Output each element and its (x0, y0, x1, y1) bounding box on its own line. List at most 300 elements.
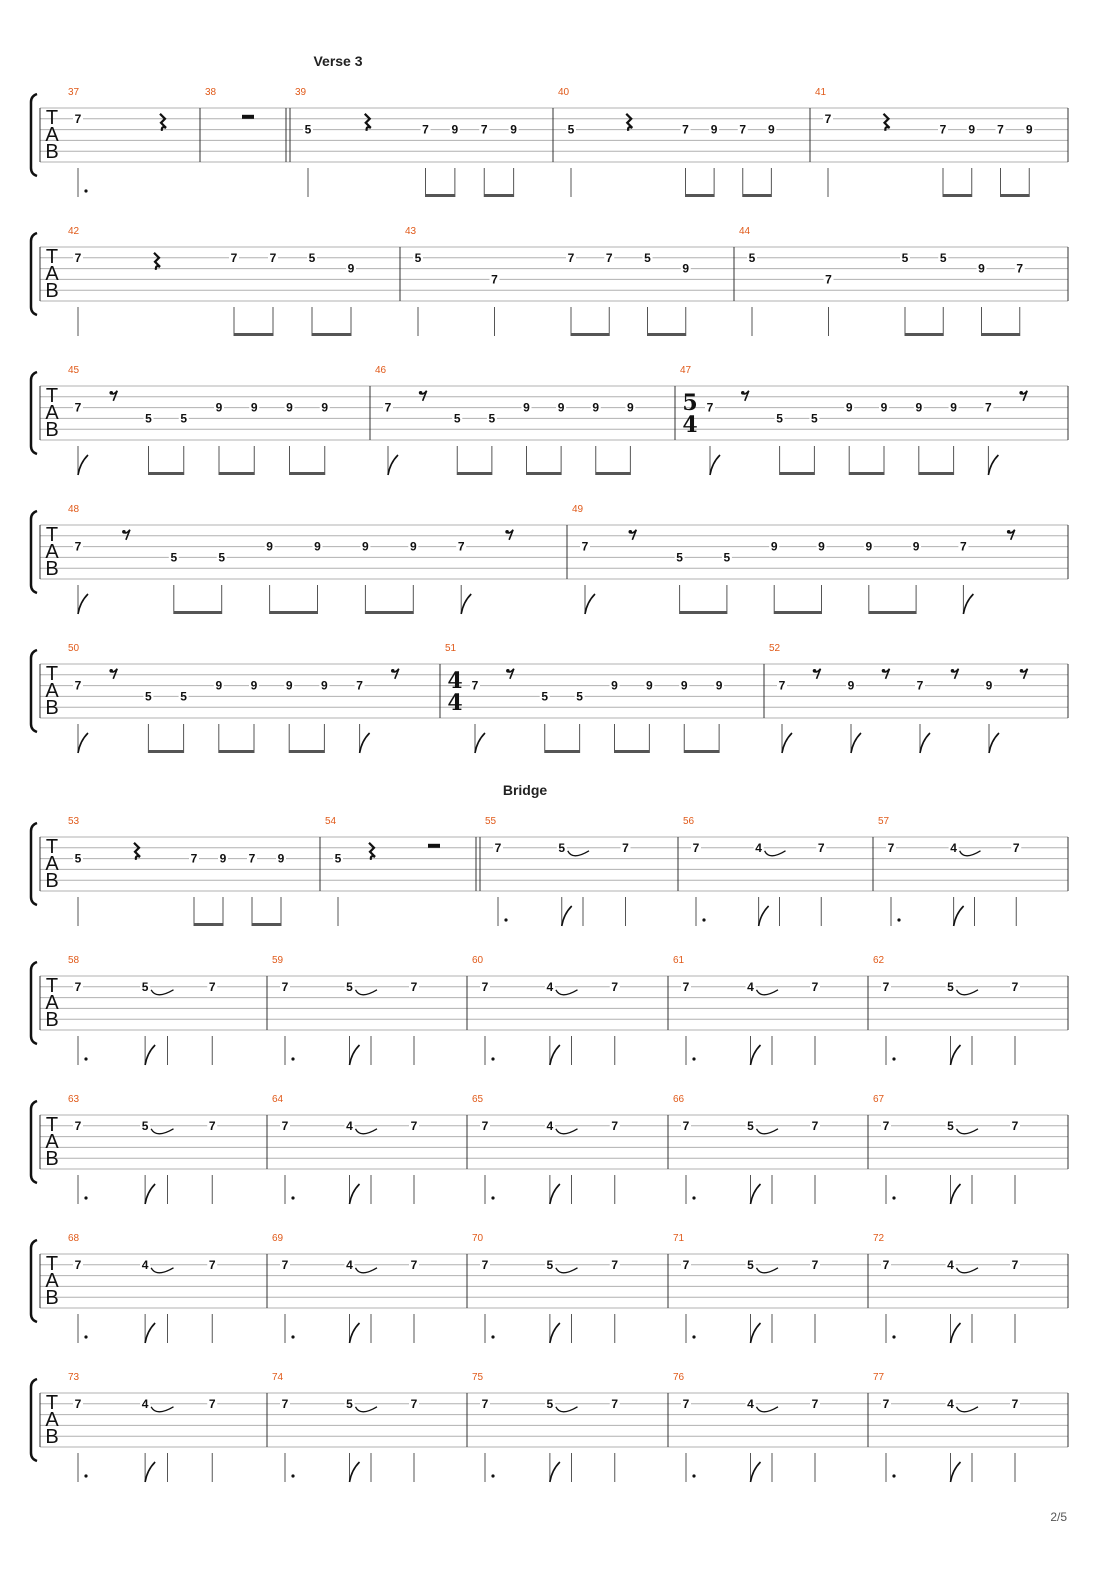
eighth-flag (145, 1045, 155, 1065)
eighth-flag (145, 1184, 155, 1204)
eighth-rest-dot (391, 669, 395, 673)
measure-number: 44 (739, 226, 751, 237)
fret-number: 7 (74, 250, 82, 265)
tab-system (31, 1233, 1068, 1343)
eighth-flag (954, 906, 964, 926)
note-beam (457, 472, 492, 475)
measure-number: 52 (769, 643, 781, 654)
fret-number: 7 (480, 122, 488, 137)
eighth-rest-dot (109, 669, 113, 673)
fret-number: 5 (947, 1118, 954, 1133)
duration-dot (291, 1196, 294, 1199)
duration-dot (291, 1335, 294, 1338)
fret-number: 7 (281, 1118, 289, 1133)
measure-number: 54 (325, 816, 337, 827)
system-bracket (31, 372, 37, 454)
measure-number: 38 (205, 87, 217, 98)
measure (272, 955, 467, 1065)
fret-number: 9 (314, 539, 321, 554)
measure (445, 643, 764, 753)
tie-arc (151, 1407, 173, 1412)
duration-dot (892, 1474, 895, 1477)
fret-number: 9 (915, 400, 923, 415)
note-beam (780, 472, 815, 475)
note-beam (615, 750, 650, 753)
fret-number: 9 (627, 400, 634, 415)
system-bracket (31, 823, 37, 905)
measure-number: 60 (472, 955, 484, 966)
measure-number: 39 (295, 87, 307, 98)
fret-number: 9 (285, 678, 293, 693)
measure (68, 816, 320, 926)
time-signature-top: 5 (682, 390, 698, 416)
fret-number: 7 (491, 272, 498, 287)
note-beam (219, 750, 254, 753)
tab-clef-letter: A (45, 992, 59, 1014)
eighth-flag (350, 1462, 360, 1482)
measure-number: 46 (375, 365, 387, 376)
fret-number: 7 (422, 122, 429, 137)
fret-number: 5 (304, 122, 312, 137)
tab-clef-letter: T (45, 1392, 59, 1414)
measure (375, 365, 675, 475)
fret-number: 7 (778, 678, 786, 693)
tie-arc (757, 1268, 779, 1273)
time-signature-bottom: 4 (682, 412, 698, 438)
duration-dot (291, 1474, 294, 1477)
measure (873, 1094, 1068, 1204)
fret-number: 5 (676, 550, 683, 565)
fret-number: 5 (947, 979, 954, 994)
fret-number: 5 (747, 1257, 754, 1272)
fret-number: 7 (811, 1118, 819, 1133)
tab-clef-letter: B (45, 1148, 59, 1170)
measure (472, 955, 668, 1065)
fret-number: 7 (882, 1396, 890, 1411)
measure (673, 955, 868, 1065)
eighth-flag (562, 906, 572, 926)
fret-number: 7 (887, 840, 895, 855)
fret-number: 9 (847, 678, 855, 693)
note-beam (680, 611, 727, 614)
duration-dot (84, 189, 87, 192)
note-beam (686, 194, 715, 197)
tie-arc (356, 990, 378, 995)
measure (68, 87, 200, 197)
fret-number: 7 (481, 1257, 489, 1272)
measure-number: 77 (873, 1372, 885, 1383)
fret-number: 7 (208, 1118, 216, 1133)
eighth-flag (475, 733, 485, 753)
fret-number: 7 (682, 1257, 690, 1272)
tie-arc (556, 1407, 578, 1412)
tab-system (31, 955, 1068, 1065)
measure (472, 1233, 668, 1343)
fret-number: 5 (218, 550, 226, 565)
fret-number: 9 (321, 400, 329, 415)
fret-number: 5 (546, 1396, 554, 1411)
tab-clef-letter: T (45, 663, 59, 685)
fret-number: 4 (546, 979, 554, 994)
duration-dot (291, 1057, 294, 1060)
measure-number: 68 (68, 1233, 80, 1244)
eighth-flag (550, 1323, 560, 1343)
note-beam (149, 472, 184, 475)
measure-number: 49 (572, 504, 584, 515)
measure (673, 1233, 868, 1343)
tab-clef-letter: T (45, 1114, 59, 1136)
fret-number: 7 (410, 1118, 418, 1133)
fret-number: 7 (811, 1396, 819, 1411)
fret-number: 7 (481, 979, 489, 994)
eighth-flag (989, 733, 999, 753)
note-beam (684, 750, 719, 753)
measure (272, 1372, 467, 1482)
fret-number: 7 (248, 851, 256, 866)
measure-number: 62 (873, 955, 885, 966)
tab-system (31, 643, 1068, 753)
duration-dot (84, 1474, 87, 1477)
measure (405, 226, 734, 336)
measure-number: 64 (272, 1094, 284, 1105)
tie-arc (151, 1268, 173, 1273)
note-beam (234, 333, 273, 336)
fret-number: 5 (723, 550, 731, 565)
eighth-flag (951, 1462, 961, 1482)
measure-number: 47 (680, 365, 692, 376)
fret-number: 9 (968, 122, 976, 137)
measure (739, 226, 1068, 336)
fret-number: 7 (74, 678, 82, 693)
fret-number: 5 (346, 1396, 353, 1411)
tie-arc (556, 1268, 578, 1273)
eighth-flag (751, 1323, 761, 1343)
fret-number: 9 (978, 261, 985, 276)
fret-number: 5 (334, 851, 342, 866)
tab-clef-letter: A (45, 853, 59, 875)
measure (815, 87, 1068, 197)
eighth-flag (350, 1323, 360, 1343)
fret-number: 5 (776, 411, 783, 426)
eighth-flag (145, 1323, 155, 1343)
quarter-rest (365, 114, 371, 131)
tab-clef-letter: T (45, 836, 59, 858)
measure-number: 66 (673, 1094, 685, 1105)
fret-number: 9 (277, 851, 285, 866)
tab-system (31, 365, 1068, 475)
fret-number: 9 (409, 539, 417, 554)
note-beam (919, 472, 954, 475)
fret-number: 5 (558, 840, 566, 855)
fret-number: 9 (215, 678, 223, 693)
measure-number: 48 (68, 504, 80, 515)
note-beam (596, 472, 631, 475)
fret-number: 5 (567, 122, 575, 137)
duration-dot (892, 1335, 895, 1338)
note-beam (1001, 194, 1030, 197)
duration-dot (491, 1196, 494, 1199)
tab-system (31, 1372, 1068, 1482)
fret-number: 4 (346, 1257, 353, 1272)
measure-number: 56 (683, 816, 695, 827)
eighth-flag (951, 1323, 961, 1343)
tab-clef-letter: B (45, 1009, 59, 1031)
fret-number: 9 (710, 122, 718, 137)
eighth-flag (585, 594, 595, 614)
tie-arc (957, 990, 979, 995)
measure-number: 65 (472, 1094, 484, 1105)
fret-number: 5 (414, 250, 422, 265)
fret-number: 7 (74, 1396, 82, 1411)
fret-number: 7 (74, 400, 82, 415)
fret-number: 7 (611, 1396, 619, 1411)
eighth-rest-dot (629, 530, 633, 534)
quarter-rest (160, 114, 166, 131)
fret-number: 9 (510, 122, 517, 137)
measure (68, 226, 400, 336)
measure (325, 816, 480, 926)
note-beam (290, 472, 325, 475)
fret-number: 9 (451, 122, 459, 137)
note-beam (252, 923, 281, 926)
fret-number: 5 (644, 250, 651, 265)
measure-number: 73 (68, 1372, 80, 1383)
fret-number: 9 (845, 400, 853, 415)
tab-clef-letter: A (45, 680, 59, 702)
fret-number: 7 (208, 1396, 216, 1411)
fret-number: 7 (1011, 1118, 1019, 1133)
tie-arc (960, 851, 981, 856)
fret-number: 5 (170, 550, 178, 565)
fret-number: 5 (488, 411, 496, 426)
measure-number: 70 (472, 1233, 484, 1244)
fret-number: 7 (611, 1118, 619, 1133)
system-bracket (31, 1240, 37, 1322)
measure (68, 643, 440, 753)
measure-number: 69 (272, 1233, 284, 1244)
measure (68, 1233, 267, 1343)
measure-number: 71 (673, 1233, 685, 1244)
fret-number: 7 (611, 979, 619, 994)
eighth-rest-dot (109, 391, 113, 395)
eighth-flag (78, 455, 88, 475)
measure (673, 1094, 868, 1204)
fret-number: 5 (180, 411, 188, 426)
fret-number: 7 (74, 1257, 82, 1272)
note-beam (484, 194, 513, 197)
note-beam (426, 194, 455, 197)
fret-number: 9 (250, 678, 258, 693)
note-beam (869, 611, 916, 614)
fret-number: 7 (692, 840, 700, 855)
fret-number: 7 (410, 1257, 418, 1272)
eighth-flag (963, 594, 973, 614)
fret-number: 9 (286, 400, 293, 415)
tie-arc (151, 1129, 173, 1134)
fret-number: 7 (682, 979, 690, 994)
measure (769, 643, 1068, 753)
note-beam (219, 472, 254, 475)
measure-number: 42 (68, 226, 80, 237)
measure-number: 40 (558, 87, 570, 98)
fret-number: 5 (141, 1118, 149, 1133)
eighth-flag (360, 733, 370, 753)
fret-number: 7 (916, 678, 924, 693)
measure-number: 43 (405, 226, 417, 237)
duration-dot (491, 1335, 494, 1338)
tie-arc (356, 1407, 378, 1412)
measure (673, 1372, 868, 1482)
fret-number: 7 (882, 979, 890, 994)
fret-number: 9 (523, 400, 530, 415)
measure-number: 76 (673, 1372, 685, 1383)
duration-dot (692, 1335, 695, 1338)
duration-dot (892, 1057, 895, 1060)
eighth-flag (350, 1184, 360, 1204)
fret-number: 7 (824, 111, 832, 126)
duration-dot (702, 918, 705, 921)
fret-number: 5 (453, 411, 461, 426)
fret-number: 7 (281, 979, 289, 994)
page-number: 2/5 (1050, 1510, 1067, 1524)
system-bracket (31, 1379, 37, 1461)
fret-number: 7 (682, 122, 689, 137)
eighth-flag (550, 1462, 560, 1482)
duration-dot (692, 1474, 695, 1477)
note-beam (571, 333, 609, 336)
tab-clef-letter: B (45, 1426, 59, 1448)
fret-number: 5 (346, 979, 353, 994)
eighth-rest-dot (1019, 391, 1023, 395)
fret-number: 7 (817, 840, 825, 855)
tab-system (31, 53, 1068, 197)
fret-number: 4 (747, 1396, 754, 1411)
fret-number: 4 (747, 979, 754, 994)
tab-clef-letter: A (45, 541, 59, 563)
fret-number: 7 (481, 1118, 489, 1133)
fret-number: 7 (682, 1396, 690, 1411)
tab-clef-letter: A (45, 124, 59, 146)
note-beam (527, 472, 562, 475)
fret-number: 5 (141, 979, 149, 994)
note-beam (943, 194, 972, 197)
fret-number: 7 (281, 1396, 289, 1411)
measure-number: 67 (873, 1094, 885, 1105)
measure-number: 45 (68, 365, 80, 376)
note-beam (849, 472, 884, 475)
system-bracket (31, 962, 37, 1044)
fret-number: 7 (882, 1118, 890, 1133)
fret-number: 9 (912, 539, 920, 554)
measure (68, 1372, 267, 1482)
measure-number: 74 (272, 1372, 284, 1383)
duration-dot (491, 1057, 494, 1060)
measure (68, 1094, 267, 1204)
note-beam (194, 923, 223, 926)
duration-dot (84, 1335, 87, 1338)
fret-number: 9 (985, 678, 993, 693)
fret-number: 9 (362, 539, 369, 554)
measure-number: 61 (673, 955, 685, 966)
note-beam (148, 750, 183, 753)
eighth-flag (78, 733, 88, 753)
fret-number: 4 (346, 1118, 353, 1133)
fret-number: 7 (410, 1396, 418, 1411)
eighth-flag (550, 1045, 560, 1065)
system-bracket (31, 233, 37, 315)
half-rest (428, 844, 440, 848)
fret-number: 9 (770, 539, 778, 554)
tab-clef-letter: A (45, 1409, 59, 1431)
fret-number: 9 (266, 539, 273, 554)
fret-number: 7 (622, 840, 629, 855)
tie-arc (765, 851, 786, 856)
fret-number: 7 (1012, 840, 1020, 855)
eighth-flag (782, 733, 792, 753)
measure-number: 50 (68, 643, 80, 654)
fret-number: 5 (939, 250, 947, 265)
tab-clef-letter: A (45, 1270, 59, 1292)
eighth-flag (851, 733, 861, 753)
eighth-rest-dot (1020, 669, 1024, 673)
measure (873, 955, 1068, 1065)
quarter-rest (626, 114, 632, 131)
eighth-flag (920, 733, 930, 753)
note-beam (289, 750, 324, 753)
fret-number: 4 (947, 1396, 954, 1411)
note-beam (982, 333, 1020, 336)
fret-number: 7 (739, 122, 747, 137)
tab-system (31, 1094, 1068, 1204)
tie-arc (957, 1268, 979, 1273)
measure (558, 87, 810, 197)
note-beam (545, 750, 580, 753)
eighth-rest-dot (505, 530, 509, 534)
tie-arc (957, 1129, 979, 1134)
measure (873, 1372, 1068, 1482)
fret-number: 7 (581, 539, 589, 554)
fret-number: 7 (74, 111, 82, 126)
measure-number: 72 (873, 1233, 885, 1244)
measure-number: 51 (445, 643, 457, 654)
tie-arc (757, 1407, 779, 1412)
system-bracket (31, 650, 37, 732)
fret-number: 7 (230, 250, 238, 265)
fret-number: 7 (682, 1118, 690, 1133)
system-bracket (31, 94, 37, 176)
fret-number: 9 (646, 678, 653, 693)
eighth-flag (751, 1184, 761, 1204)
measure-number: 55 (485, 816, 497, 827)
fret-number: 7 (611, 1257, 619, 1272)
fret-number: 9 (611, 678, 618, 693)
eighth-flag (388, 455, 398, 475)
measure (878, 816, 1068, 926)
fret-number: 5 (145, 411, 152, 426)
fret-number: 4 (950, 840, 957, 855)
tie-arc (757, 990, 779, 995)
eighth-flag (751, 1462, 761, 1482)
measure (680, 365, 1068, 475)
measure (68, 365, 370, 475)
eighth-rest-dot (882, 669, 886, 673)
fret-number: 9 (818, 539, 825, 554)
fret-number: 7 (567, 250, 575, 265)
tab-clef-letter: B (45, 697, 59, 719)
measure (272, 1094, 467, 1204)
measure (286, 53, 553, 197)
tab-system (31, 504, 1068, 614)
